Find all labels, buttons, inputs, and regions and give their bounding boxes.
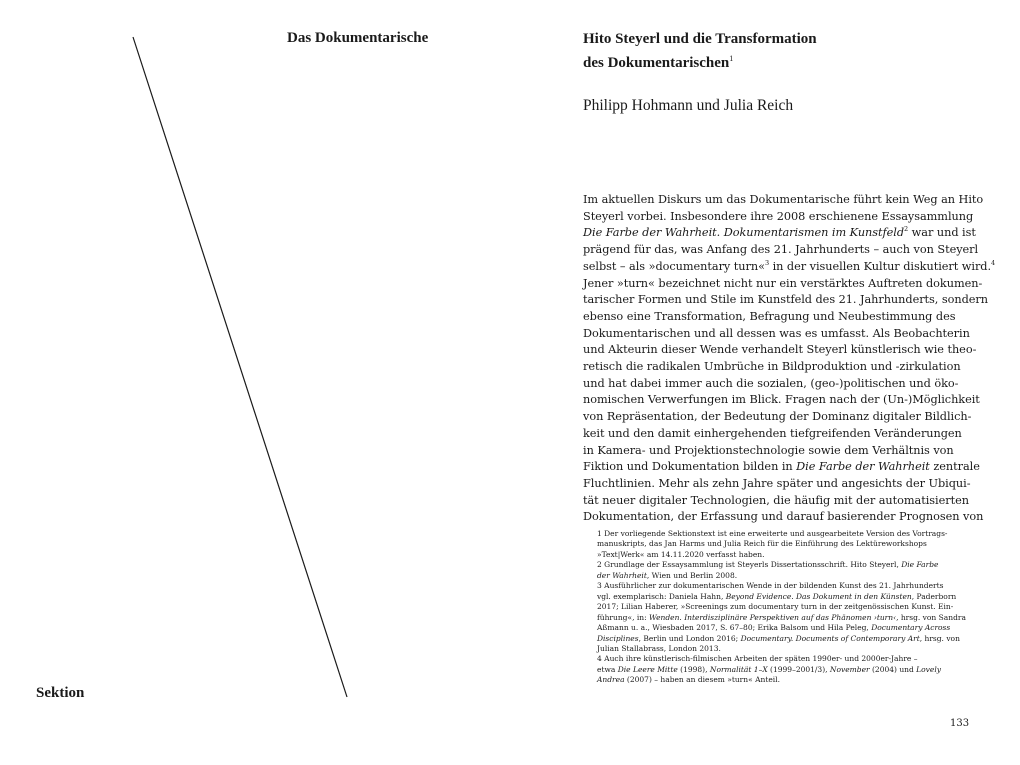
italic-title: Normalität 1–X xyxy=(709,664,768,674)
footnote-line: Julian Stallabrass, London 2013. xyxy=(597,643,721,653)
italic-title: Documentary Across xyxy=(871,623,951,633)
body-line: tarischer Formen und Stile im Kunstfeld des 21. Jahrhunderts, sondern xyxy=(583,293,988,307)
footnote-line: 3 Ausführlicher zur dokumentarischen Wende in der bildenden Kunst des 21. Jahrhunderts xyxy=(597,581,944,591)
article-title xyxy=(583,29,1003,73)
italic-title: Disciplines xyxy=(597,633,639,643)
footnote-line: Aßmann u. a., Wiesbaden 2017, S. 67–80; Erika Balsom und Hila Peleg, Documentary Across xyxy=(597,623,951,633)
body-line: keit und den damit einhergehenden tiefgreifenden Veränderungen xyxy=(583,426,962,440)
title-line-1: Hito Steyerl und die Transformation xyxy=(583,31,817,47)
footnote-line: Andrea (2007) – haben an diesem »turn« Anteil. xyxy=(597,675,780,685)
footnote-line: 2 Grundlage der Essaysammlung ist Steyerls Dissertationsschrift. Hito Steyerl, Die Farbe xyxy=(597,560,939,570)
body-line: Jener »turn« bezeichnet nicht nur ein verstärktes Auftreten dokumen- xyxy=(583,276,983,290)
footnote-ref: 2 xyxy=(904,225,909,234)
authors: Philipp Hohmann und Julia Reich xyxy=(583,97,794,114)
body-line: und hat dabei immer auch die sozialen, (geo-)politischen und öko- xyxy=(583,376,959,390)
body-line: in Kamera- und Projektionstechnologie sowie dem Verhältnis von xyxy=(583,443,954,457)
title-line-2-text: des Dokumentarischen xyxy=(583,55,730,71)
title-footnote-ref: 1 xyxy=(729,54,734,63)
body-line: selbst – als »documentary turn«$^3$ in der visuellen Kultur diskutiert wird.$^4$ xyxy=(583,259,996,273)
footnote-ref: 3 xyxy=(764,259,770,268)
italic-title: Die Leere Mitte xyxy=(617,664,678,674)
italic-title: Wenden. Interdisziplinäre Perspektiven auf das Phänomen ›turn‹ xyxy=(648,612,897,622)
italic-title: Die Farbe der Wahrheit xyxy=(796,460,930,474)
footnote-line: 4 Auch ihre künstlerisch-filmischen Arbeiten der späten 1990er- und 2000er-Jahre – xyxy=(597,654,918,664)
body-line: nomischen Verwerfungen im Blick. Fragen nach der (Un-)Möglichkeit xyxy=(583,393,980,407)
footnote-line: führung«, in: Wenden. Interdisziplinäre Perspektiven auf das Phänomen ›turn‹, hrsg. von Sandra xyxy=(597,612,966,622)
footnote-line: etwa Die Leere Mitte (1998), Normalität 1–X (1999–2001/3), November (2004) und Lovely xyxy=(597,664,941,674)
running-head: Das Dokumentarische xyxy=(287,30,429,46)
section-label: Sektion xyxy=(36,685,85,701)
italic-title: November xyxy=(829,664,870,674)
page-number: 133 xyxy=(950,718,970,729)
body-line: Die Farbe der Wahrheit. Dokumentarismen im Kunstfeld$^2$ war und ist xyxy=(583,225,976,240)
body-line: und Akteurin dieser Wende verhandelt Steyerl künstlerisch wie theo- xyxy=(583,343,977,357)
body-text xyxy=(583,192,1003,526)
italic-title: Documentary. Documents of Contemporary Art xyxy=(740,633,920,643)
footnote-line: der Wahrheit, Wien und Berlin 2008. xyxy=(597,570,738,580)
footnote-line: vgl. exemplarisch: Daniela Hahn, Beyond Evidence. Das Dokument in den Künsten, Paderborn xyxy=(597,591,957,601)
footnote-line: Disciplines, Berlin und London 2016; Documentary. Documents of Contemporary Art, hrsg. von xyxy=(597,633,960,643)
body-line: von Repräsentation, der Bedeutung der Dominanz digitaler Bildlich- xyxy=(583,410,972,424)
body-line: Steyerl vorbei. Insbesondere ihre 2008 erschienene Essaysammlung xyxy=(583,209,974,223)
body-line: tät neuer digitaler Technologien, die häufig mit der automatisierten xyxy=(583,493,969,507)
italic-title: der Wahrheit xyxy=(597,570,647,580)
italic-title: Andrea xyxy=(597,675,625,685)
footnote-line: »Text|Werk« am 14.11.2020 verfasst haben. xyxy=(597,549,765,559)
footnote-ref: 4 xyxy=(991,259,996,268)
italic-title: Beyond Evidence. Das Dokument in den Künsten xyxy=(725,591,912,601)
italic-title: Lovely xyxy=(916,664,941,674)
footnote-line: manuskripts, das Jan Harms und Julia Reich für die Einführung des Lektüreworkshops xyxy=(597,539,927,549)
italic-title: Die Farbe der Wahrheit. Dokumentarismen im Kunstfeld xyxy=(583,226,905,240)
body-line: Dokumentarischen und all dessen was es umfasst. Als Beobachterin xyxy=(583,326,970,340)
italic-title: Die Farbe xyxy=(901,560,939,570)
body-line: Fluchtlinien. Mehr als zehn Jahre später und angesichts der Ubiqui- xyxy=(583,476,971,490)
body-line: retisch die radikalen Umbrüche in Bildproduktion und -zirkulation xyxy=(583,360,961,374)
footnotes xyxy=(597,529,997,686)
footnote-line: 2017; Lilian Haberer, »Screenings zum documentary turn in der zeitgenössischen Kunst. Ein- xyxy=(597,602,954,612)
diagonal-line xyxy=(133,37,347,697)
body-line: Fiktion und Dokumentation bilden in Die Farbe der Wahrheit zentrale xyxy=(583,460,980,474)
body-line: ebenso eine Transformation, Befragung und Neubestimmung des xyxy=(583,309,956,323)
title-line-2 xyxy=(583,49,1003,73)
body-line: Dokumentation, der Erfassung und darauf basierender Prognosen von xyxy=(583,510,984,524)
body-line: Im aktuellen Diskurs um das Dokumentarische führt kein Weg an Hito xyxy=(583,193,984,206)
body-line: prägend für das, was Anfang des 21. Jahrhunderts – auch von Steyerl xyxy=(583,243,979,257)
right-page xyxy=(510,0,1020,765)
footnote-line: 1 Der vorliegende Sektionstext ist eine erweiterte und ausgearbeitete Version des Vortrags- xyxy=(597,529,948,538)
